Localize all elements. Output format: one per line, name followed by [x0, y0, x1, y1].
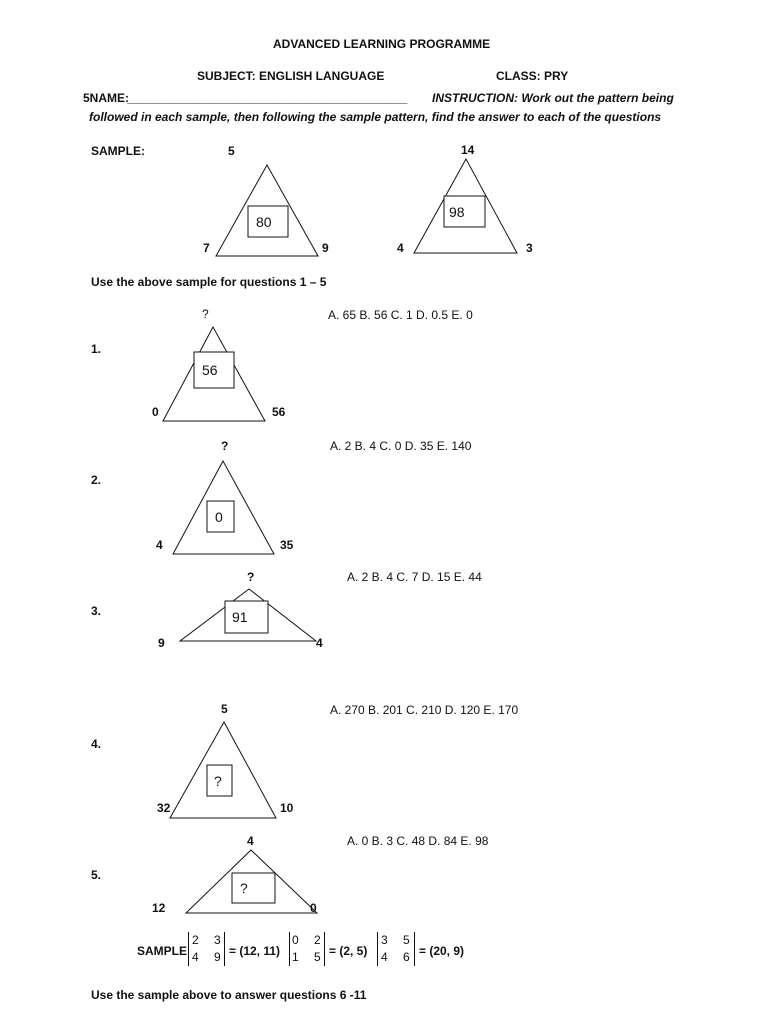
matrix-1-b: 3	[214, 933, 221, 947]
sample-label: SAMPLE:	[91, 144, 145, 158]
question-2-options: A. 2 B. 4 C. 0 D. 35 E. 140	[330, 439, 472, 453]
question-1-center: 56	[202, 362, 218, 378]
question-3-left: 9	[158, 636, 165, 650]
matrix-1-c: 4	[192, 950, 199, 964]
question-1-top: ?	[202, 307, 209, 321]
question-1-number: 1.	[91, 342, 102, 356]
sample-triangle-1-top: 5	[228, 144, 235, 158]
question-5-number: 5.	[91, 868, 102, 882]
question-1-options: A. 65 B. 56 C. 1 D. 0.5 E. 0	[328, 308, 473, 322]
question-4-options: A. 270 B. 201 C. 210 D. 120 E. 170	[330, 703, 519, 717]
question-2-number: 2.	[91, 473, 102, 487]
sample-triangle-2-right: 3	[526, 241, 533, 255]
matrix-3-d: 6	[403, 950, 410, 964]
sample-triangle-2-center: 98	[449, 204, 465, 220]
name-label: 5NAME:	[83, 91, 130, 105]
question-3-number: 3.	[91, 604, 102, 618]
matrix-2-c: 1	[292, 950, 299, 964]
document-title: ADVANCED LEARNING PROGRAMME	[273, 37, 491, 51]
sample-triangle-1-right: 9	[322, 241, 329, 255]
question-1-right: 56	[272, 405, 286, 419]
use-sample-instruction-2: Use the sample above to answer questions 6 -11	[91, 988, 367, 1002]
question-4-left: 32	[157, 801, 171, 815]
question-2-left: 4	[156, 538, 163, 552]
question-5-top: 4	[247, 834, 254, 848]
question-5-box	[232, 873, 275, 903]
matrix-3-b: 5	[403, 933, 410, 947]
matrix-2-d: 5	[314, 950, 321, 964]
question-1-left: 0	[152, 405, 159, 419]
sample-triangle-1-left: 7	[203, 241, 210, 255]
matrix-3-a: 3	[381, 933, 388, 947]
question-5-right: 0	[310, 901, 317, 915]
sample-triangle-2-top: 14	[461, 143, 475, 157]
question-3-center: 91	[232, 609, 248, 625]
matrix-1-d: 9	[214, 950, 221, 964]
matrix-3-result: = (20, 9)	[419, 944, 465, 958]
instruction-continued: followed in each sample, then following the sample pattern, find the answer to each of the questions	[89, 110, 662, 124]
question-2-top: ?	[221, 439, 229, 453]
question-4-number: 4.	[91, 737, 102, 751]
use-sample-instruction-1: Use the above sample for questions 1 – 5	[91, 275, 327, 289]
question-5-triangle	[152, 834, 317, 915]
question-4-triangle	[157, 702, 294, 818]
question-5-center: ?	[240, 880, 248, 896]
question-3-top: ?	[247, 570, 255, 584]
subject-label: SUBJECT: ENGLISH LANGUAGE	[197, 69, 385, 83]
matrix-2-result: = (2, 5)	[329, 944, 368, 958]
question-4-center: ?	[214, 773, 222, 789]
sample-triangle-2-left: 4	[397, 241, 404, 255]
question-2-triangle	[156, 439, 294, 554]
matrix-3-c: 4	[381, 950, 388, 964]
question-3-right: 4	[316, 636, 323, 650]
class-label: CLASS: PRY	[496, 69, 569, 83]
matrix-1-result: = (12, 11)	[229, 944, 281, 958]
instruction-text: INSTRUCTION: Work out the pattern being	[432, 91, 674, 105]
question-3-options: A. 2 B. 4 C. 7 D. 15 E. 44	[347, 570, 482, 584]
matrix-1-a: 2	[192, 933, 199, 947]
question-2-center: 0	[215, 509, 223, 525]
question-3-triangle	[158, 570, 323, 650]
question-5-options: A. 0 B. 3 C. 48 D. 84 E. 98	[347, 834, 489, 848]
sample-triangle-1-center: 80	[256, 214, 272, 230]
name-blank-line[interactable]: __________________________________________	[127, 91, 408, 105]
matrix-2-a: 0	[292, 933, 299, 947]
question-4-top: 5	[221, 702, 228, 716]
question-1-triangle	[152, 307, 286, 421]
matrix-sample-label: SAMPLE	[137, 944, 188, 958]
sample-triangle-1	[203, 144, 329, 256]
question-2-right: 35	[280, 538, 294, 552]
question-4-right: 10	[280, 801, 294, 815]
sample-triangle-2	[397, 143, 533, 255]
question-5-left: 12	[152, 901, 166, 915]
matrix-2-b: 2	[314, 933, 321, 947]
